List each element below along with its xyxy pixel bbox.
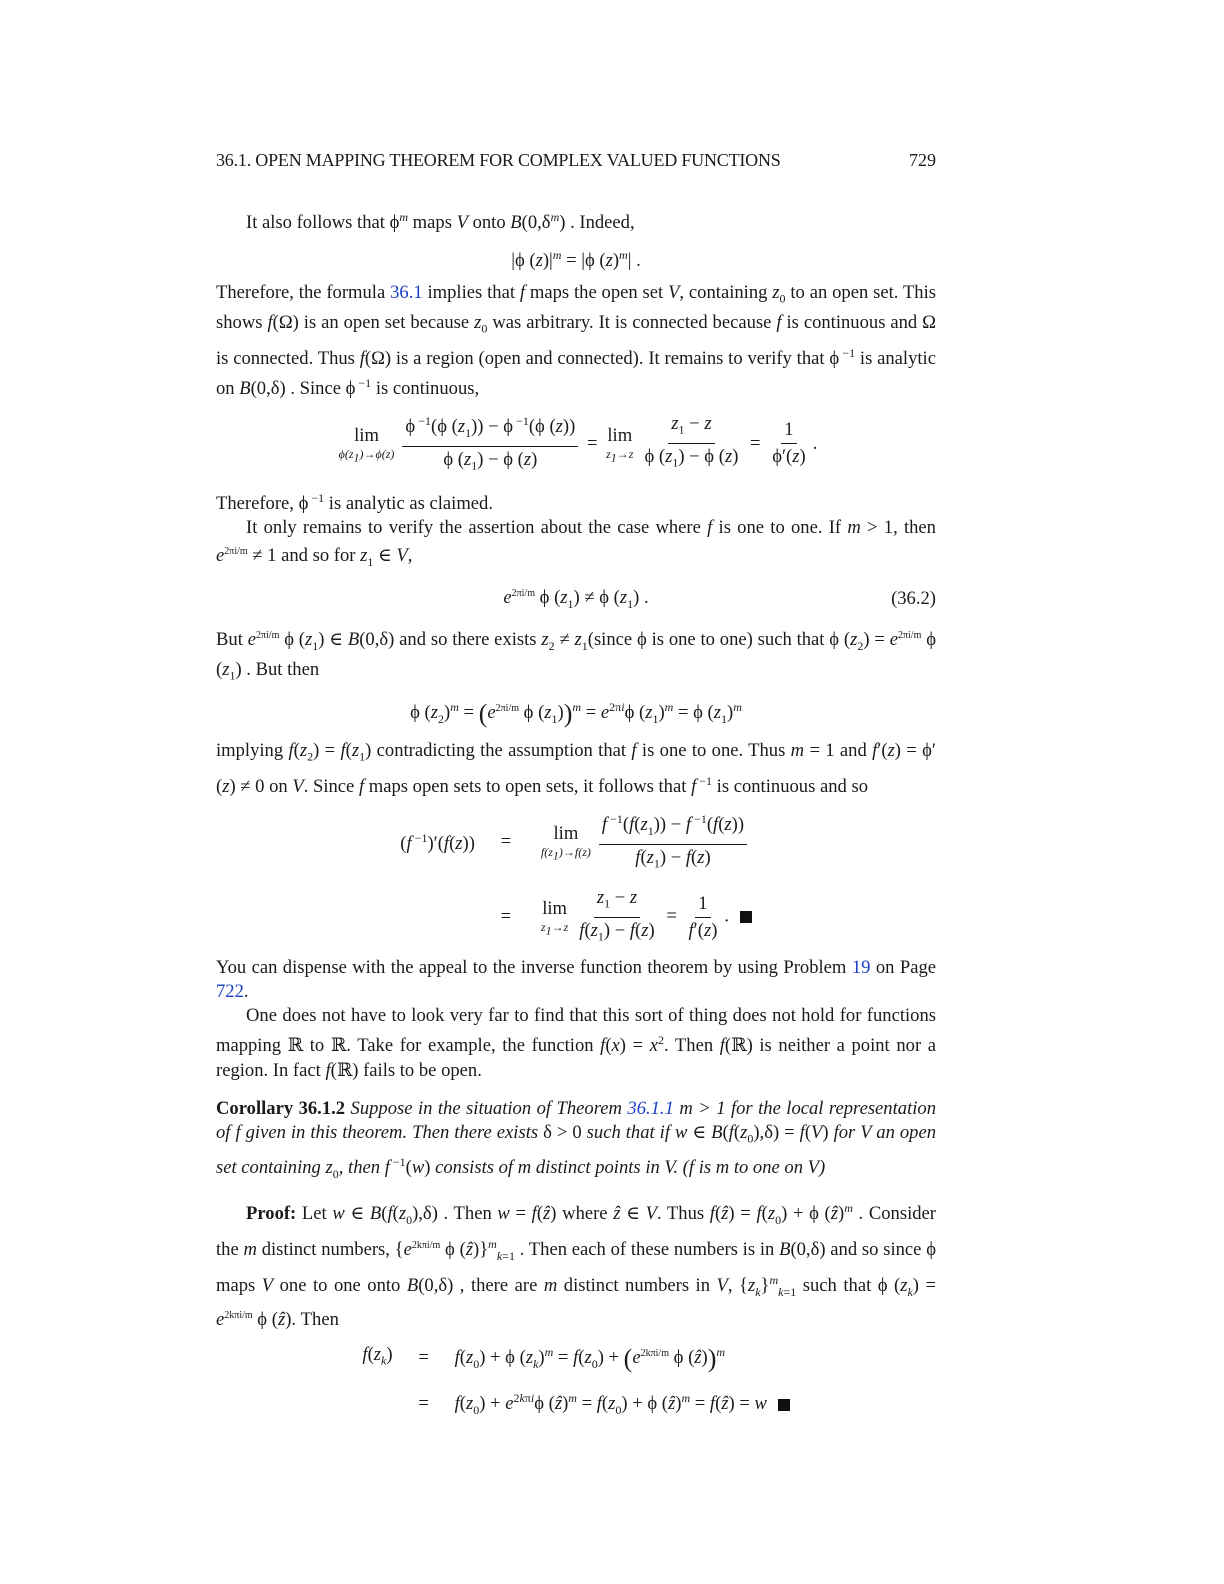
- paragraph: Therefore, the formula 36.1 implies that f maps the open set V, containing $z_0$ to an open set. This shows f(Ω) is an open set because $z_0$ was arbitrary. It is connected because f is continuous and Ω is connected. Thus f(Ω) is a region (open and connected). It remains to verify that ϕ $^{-1}$ is analytic on B(0,δ) . Since ϕ $^{-1}$ is continuous,: [216, 282, 936, 400]
- proof: Proof: Let w ∈ $B(f(z_0),\delta)$ . Then w = f(ẑ) where ẑ ∈ V. Thus f(ẑ) = $f(z_0) + \phi$ (ẑ)$^m$ . Consider the m distinct numbers, {$e^{2k\pi i/m}$ ϕ (ẑ)}$^m_{k=1}$ . Then each of these numbers is in B(0,δ) and so since ϕ maps V one to one onto B(0,δ) , there are m distinct numbers in V, $\{z_k\}^m_{k=1}$ such that ϕ $(z_k) = e^{2k\pi i/m}$ ϕ (ẑ). Then: [216, 1201, 937, 1331]
- theorem-link[interactable]: 36.1.1: [627, 1097, 674, 1119]
- paragraph: One does not have to look very far to find that this sort of thing does not hold for functions mapping ℝ to ℝ. Take for example, the function $f(x) = x^2$. Then f(ℝ) is neither a point nor a region. In fact f(ℝ) fails to be open.: [216, 1005, 936, 1081]
- paragraph: implying $f(z_2) = f(z_1)$ contradicting the assumption that f is one to one. Thus m = 1 and f′(z) = ϕ′(z) ≠ 0 on V. Since f maps open sets to open sets, it follows that f $^{-1}$ is continuous and so: [216, 740, 936, 798]
- proof-label: Proof:: [246, 1203, 297, 1225]
- running-head: 36.1. OPEN MAPPING THEOREM FOR COMPLEX VALUED FUNCTIONS: [216, 150, 781, 170]
- corollary-label: Corollary 36.1.2: [216, 1097, 346, 1119]
- problem-link[interactable]: 19: [851, 957, 871, 979]
- display-equation: |ϕ $(z)|^m = |\phi$ $(z)^m|$ .: [511, 248, 641, 272]
- paragraph: You can dispense with the appeal to the inverse function theorem by using Problem 19 on Page 722.: [216, 957, 936, 1003]
- page-body: [216, 205, 936, 1430]
- paragraph: Therefore, ϕ $^{-1}$ is analytic as claimed.: [216, 490, 493, 514]
- aligned-equations: (f $^{-1}$)′(f(z)) = lim $f(z_1)\to f(z)$ $\frac{f ^{-1}(f(z_1)) - f ^{-1}(f(z))}{f(z_1) - f(z)}$ = lim $z_1\to z$ $\frac{z_1 - z}{f(z_1) - f(z)}$ = $\frac{1}{f'(z)}$ .: [216, 807, 936, 948]
- qed-square: [740, 911, 752, 923]
- page-number: 729: [909, 150, 936, 170]
- display-equation-36-2: $e^{2\pi i/m}$ ϕ $(z_1) \ne \phi$ $(z_1)$ . (36.2): [503, 587, 936, 611]
- paragraph: It only remains to verify the assertion about the case where f is one to one. If m > 1, then $e^{2\pi i/m} \ne 1$ and so for $z_1$ ∈ V,: [216, 517, 936, 569]
- qed-square: [778, 1399, 790, 1411]
- display-equation: lim $\phi(z_1)\to\phi(z)$ $\frac{\phi ^{-1}(\phi (z_1)) - \phi ^{-1}(\phi (z))}{\phi (z_1) - \phi (z)}$ = lim $z_1\to z$ $\frac{z_1 - z}{\phi (z_1) - \phi (z)}$ = $\frac{1}{\phi'(z)}$ .: [216, 409, 936, 478]
- paragraph: But $e^{2\pi i/m}$ ϕ $(z_1)$ ∈ B(0,δ) and so there exists $z_2$ ≠ $z_1(since$ ϕ is one to one) such that ϕ $(z_2) = e^{2\pi i/m}$ ϕ $(z_1)$ . But then: [216, 629, 936, 683]
- display-equation: ϕ $(z_2)^m = (e^{2\pi i/m}$ ϕ $(z_1))^m = e^{2\pi i}\phi$ $(z_1)^m = \phi$ $(z_1)^m$: [410, 699, 742, 729]
- equation-number: (36.2): [891, 587, 936, 609]
- formula-link[interactable]: 36.1: [390, 282, 423, 304]
- paragraph: It also follows that $\phi^m$ maps V onto $B(0,\delta^m)$ . Indeed,: [246, 210, 635, 234]
- page-link[interactable]: 722: [216, 981, 244, 1003]
- corollary: Corollary 36.1.2 Suppose in the situation of Theorem 36.1.1 m > 1 for the local representation of f given in this theorem. Then there exists δ > 0 such that if w ∈ $B(f(z_0),\delta) = f(V)$ for V an open set containing $z_0$, then f $^{-1}$(w) consists of m distinct points in V. (f is m to one on V): [216, 1097, 937, 1182]
- aligned-equations: $f(z_k)$ = $f(z_0) + \phi$ $(z_k)^m = f(z_0) + (e^{2k\pi i/m}$ ϕ (ẑ))$^m$ = $f(z_0) + e^{2k\pi i}\phi$ (ẑ)$^m$ = $f(z_0) + \phi$ (ẑ)$^m$ = f(ẑ) = w: [216, 1340, 936, 1422]
